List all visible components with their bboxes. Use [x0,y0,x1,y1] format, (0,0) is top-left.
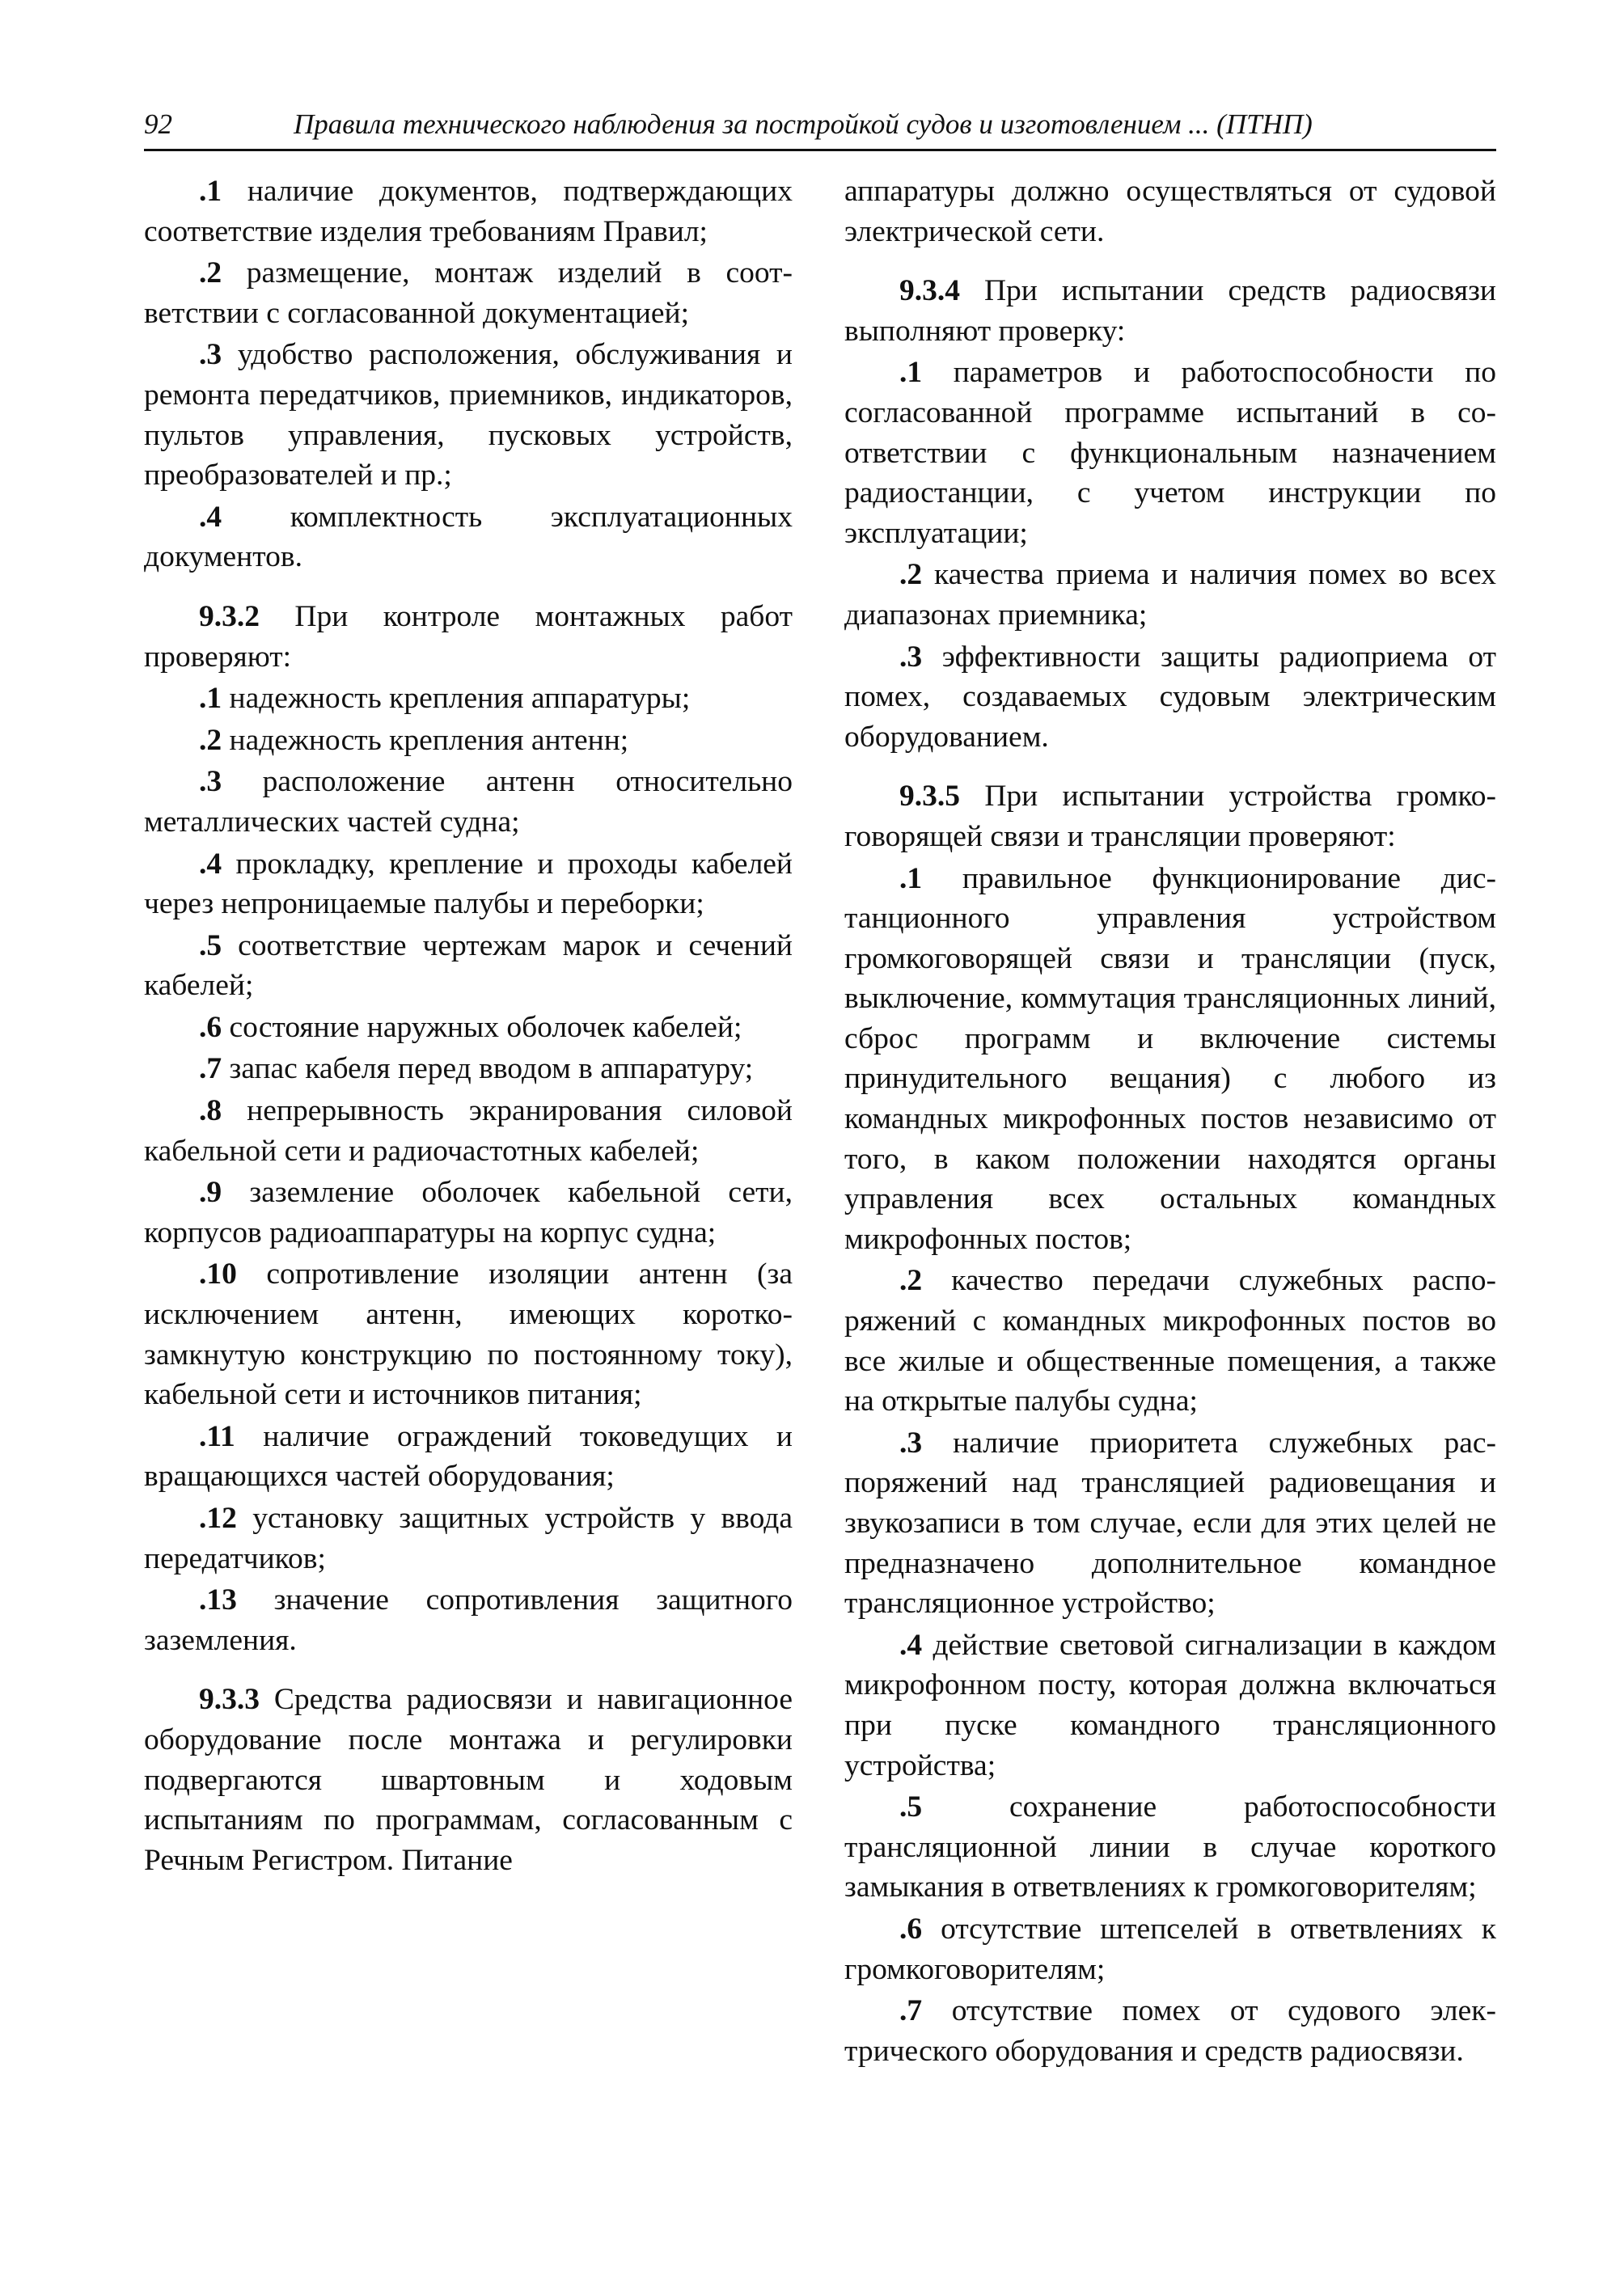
list-item [144,1417,793,1497]
list-item [144,497,793,577]
list-item [844,1787,1496,1908]
list-item [144,1498,793,1579]
item-number: .7 [199,1052,222,1086]
item-number: .5 [899,1790,923,1824]
list-item [844,637,1496,758]
paragraph-text: При испытании устройства громкоговорящей связи и трансляции проверяют: [844,780,1497,853]
list-item [144,1173,793,1253]
paragraph-text: удобство расположения, обслуживания и ремонта передатчиков, приемников, индикаторов, пультов управления, пусковых устройств, преобразователей и пр.; [144,338,793,492]
paragraph-text: наличие документов, подтверждающих соответствие изделия требованиям Правил; [144,175,793,248]
section-paragraph [144,597,793,677]
right-column [844,171,1496,2073]
item-number: .5 [199,928,222,962]
paragraph-text: параметров и работоспособности по согласованной программе испытаний в соответствии с функциональным назначением радиостанции, с учетом инструкции по эксплуатации; [844,356,1497,550]
item-number: .1 [199,175,222,208]
list-item [844,353,1496,553]
list-item [144,762,793,842]
paragraph-text: прокладку, крепление и проходы кабелей через непроницаемые палубы и переборки; [144,847,793,921]
list-item [844,1261,1496,1421]
item-number: .2 [899,558,923,592]
paragraph-text: непрерывность экранирования силовой кабельной сети и радиочастотных кабелей; [144,1094,793,1168]
paragraph-text: соответствие чертежам марок и сечений кабелей; [144,928,793,1003]
paragraph-text: размещение, монтаж изделий в соответствии с согласованной документацией; [144,256,793,330]
list-item [844,1423,1496,1624]
paragraph-text: установку защитных устройств у ввода передатчиков; [144,1502,793,1575]
item-number: .3 [899,1426,923,1460]
list-item [144,253,793,333]
item-number: .8 [199,1094,222,1128]
item-number: .13 [199,1583,237,1617]
item-number: .7 [899,1994,923,2028]
paragraph-text: действие световой сигнализации в каждом микрофонном посту, которая должна включаться при пуске командного трансляционного устройства; [844,1628,1496,1782]
list-item [844,1625,1496,1786]
list-item [144,335,793,495]
paragraph-text: При контроле монтажных работ проверяют: [144,599,793,674]
left-column [144,171,793,1882]
paragraph-text: заземление оболочек кабельной сети, корпусов радиоаппаратуры на корпус судна; [144,1176,793,1249]
item-number: .4 [199,500,222,534]
paragraph-text: состояние наружных оболочек кабелей; [229,1010,742,1044]
list-item [844,555,1496,635]
paragraph-text: надежность крепления антенн; [229,723,629,757]
continued-paragraph [844,171,1496,252]
paragraph-text: правильное функционирование дистанционного управления устройством громкоговорящей связи и трансляции (пуск, выключение, коммутация трансляционных линий, сброс программ и включение системы принудительного вещания) с любого из командных микрофонных постов независимо от того, в каком положении находятся органы управления всех остальных командных микрофонных постов; [844,861,1497,1256]
item-number: .6 [199,1010,222,1044]
paragraph-text: запас кабеля перед вводом в аппаратуру; [229,1052,754,1086]
paragraph-text: аппаратуры должно осуществляться от судовой электрической сети. [844,175,1496,248]
item-number: .3 [899,640,923,674]
list-item [144,1254,793,1414]
item-number: .4 [899,1628,923,1662]
list-item [144,844,793,924]
paragraph-text: качество передачи служебных распоряжений с командных микрофонных постов во все жилые и общественные помещения, а также на открытые палубы судна; [844,1264,1497,1418]
item-number: .3 [199,338,222,372]
paragraph-text: отсутствие помех от судового электрического оборудования и средств радиосвязи. [844,1994,1497,2068]
list-item [144,926,793,1006]
running-header [144,100,1496,151]
paragraph-text: отсутствие штепселей в ответвлениях к громкоговорителям; [844,1912,1497,1986]
list-item [144,721,793,761]
paragraph-text: надежность крепления аппаратуры; [229,682,691,716]
paragraph-text: качества приема и наличия помех во всех диапазонах приемника; [844,558,1497,632]
item-number: .1 [199,682,222,716]
paragraph-text: наличие приоритета служебных распоряжений над трансляцией радиовещания и звукозаписи в том случае, если для этих целей не предназначено дополнительное командное трансляционное устройство; [844,1426,1496,1621]
item-number: .2 [199,256,222,290]
item-number: .4 [199,847,222,881]
paragraph-text: эффективности защиты радиоприема от помех, создаваемых судовым электрическим оборудованием. [844,640,1496,754]
section-number: 9.3.2 [199,599,260,633]
item-number: .2 [899,1264,923,1298]
section-number: 9.3.4 [899,274,960,308]
section-number: 9.3.5 [899,780,960,814]
section-paragraph [844,776,1496,856]
list-item [144,1049,793,1089]
section-paragraph [844,271,1496,351]
paragraph-text: наличие ограждений токоведущих и вращающихся частей оборудования; [144,1419,793,1494]
list-item [144,1008,793,1048]
running-title: Правила технического наблюдения за постройкой судов и изготовлением ... (ПТНП) [294,108,1313,140]
paragraph-text: При испытании средств радиосвязи выполняют проверку: [844,274,1496,348]
item-number: .2 [199,723,222,757]
item-number: .1 [899,861,923,895]
section-paragraph [144,1680,793,1880]
section-number: 9.3.3 [199,1683,260,1717]
paragraph-text: комплектность эксплуатационных документов. [144,500,793,574]
item-number: .9 [199,1176,222,1210]
item-number: .10 [199,1258,237,1291]
item-number: .1 [899,356,923,390]
list-item [844,1909,1496,1989]
list-item [144,678,793,719]
paragraph-text: значение сопротивления защитного заземления. [144,1583,793,1657]
list-item [844,1991,1496,2071]
list-item [844,859,1496,1260]
item-number: .11 [199,1419,235,1453]
item-number: .6 [899,1912,923,1946]
item-number: .3 [199,765,222,799]
paragraph-text: расположение антенн относительно металлических частей судна; [144,765,793,839]
paragraph-text: Средства радиосвязи и навигационное оборудование после монтажа и регулировки подвергаются швартовным и ходовым испытаниям по программам, согласованным с Речным Регистром. Питание [144,1683,793,1877]
page-number: 92 [144,108,172,140]
list-item [144,1580,793,1660]
item-number: .12 [199,1502,237,1535]
list-item [144,1091,793,1171]
paragraph-text: сопротивление изоляции антенн (за исключением антенн, имеющих короткозамкнутую конструкцию по постоянному току), кабельной сети и источников питания; [144,1258,793,1412]
paragraph-text: сохранение работоспособности трансляционной линии в случае короткого замыкания в ответвлениях к громкоговорителям; [844,1790,1496,1904]
list-item [144,171,793,252]
